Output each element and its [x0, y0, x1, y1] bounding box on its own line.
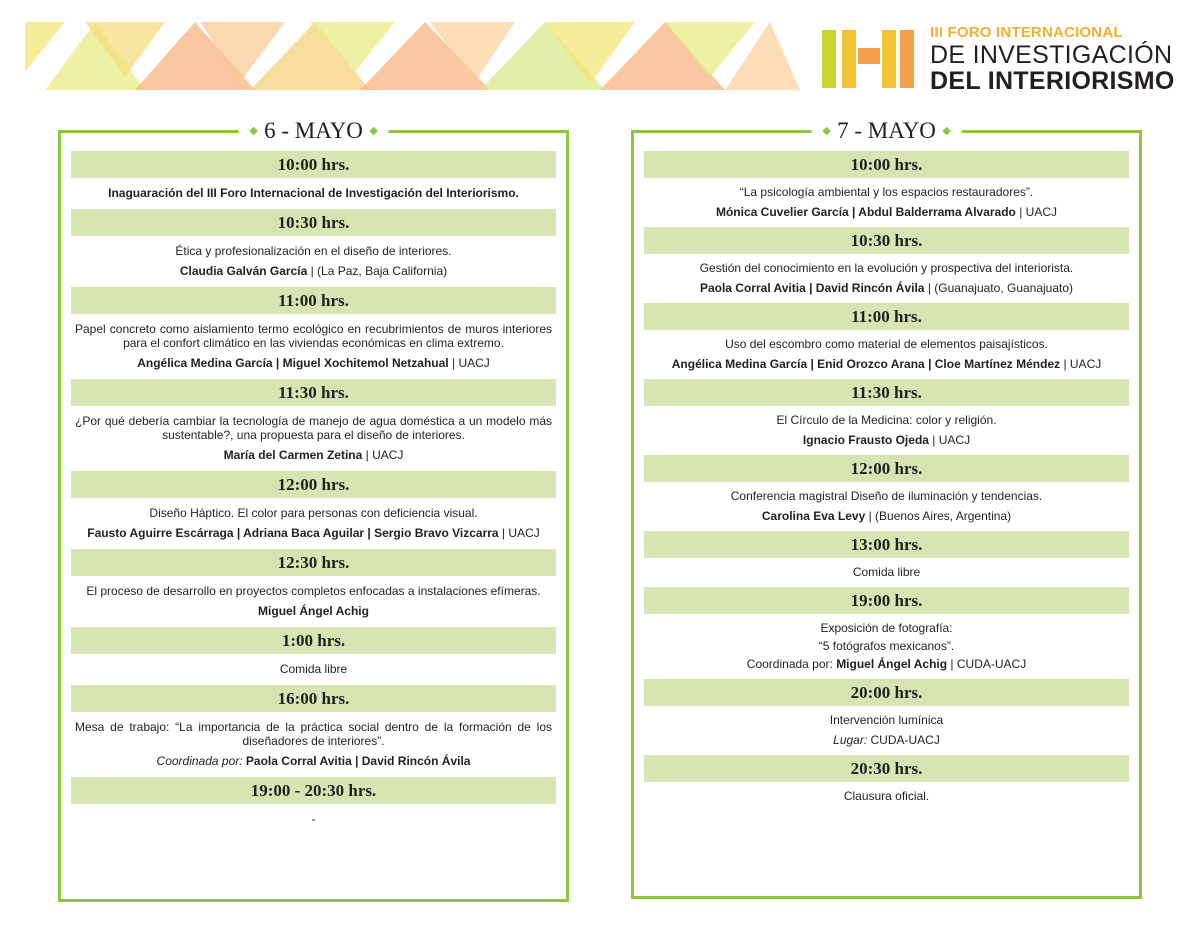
logo-line-1: III FORO INTERNACIONAL: [930, 24, 1123, 41]
session-title: Conferencia magistral Diseño de iluminación y tendencias.: [730, 489, 1043, 503]
day-title: 7 - MAYO: [811, 117, 962, 145]
time-bar: 12:00 hrs.: [71, 471, 556, 498]
session-details: [71, 178, 556, 209]
event-logo: [820, 24, 1180, 94]
session-authors: Paola Corral Avitia | David Rincón Ávila: [699, 281, 925, 295]
session-affiliation: | (Guanajuato, Guanajuato): [924, 281, 1074, 295]
time-bar: 11:30 hrs.: [71, 379, 556, 406]
session-title: “La psicología ambiental y los espacios restauradores”.: [739, 185, 1034, 199]
session-details: [644, 254, 1129, 303]
session-title: El proceso de desarrollo en proyectos completos enfocadas a instalaciones efímeras.: [86, 584, 541, 598]
session-details: [71, 712, 556, 777]
session-title: Gestión del conocimiento en la evolución y prospectiva del interiorista.: [699, 261, 1074, 275]
session-details: [644, 482, 1129, 531]
time-bar: 10:00 hrs.: [644, 151, 1129, 178]
session-title: Uso del escombro como material de elementos paisajísticos.: [725, 337, 1048, 351]
session-subtitle: “5 fotógrafos mexicanos”.: [818, 639, 955, 653]
session-details: [644, 330, 1129, 379]
session-title: El Círculo de la Medicina: color y religión.: [776, 413, 997, 427]
session-details: [71, 654, 556, 685]
logo-line-3: DEL INTERIORISMO: [930, 67, 1175, 95]
session-details: [644, 406, 1129, 455]
time-bar: 20:30 hrs.: [644, 755, 1129, 782]
session-affiliation: | CUDA-UACJ: [947, 657, 1027, 671]
time-bar: 10:30 hrs.: [71, 209, 556, 236]
session-affiliation: | (La Paz, Baja California): [307, 264, 448, 278]
time-bar: 19:00 - 20:30 hrs.: [71, 777, 556, 804]
session-title: Diseño Háptico. El color para personas con deficiencia visual.: [149, 506, 478, 520]
session-details: [71, 804, 556, 835]
session-details: [71, 406, 556, 471]
session-authors: Ignacio Frausto Ojeda: [802, 433, 929, 447]
coordinator-label: Coordinada por:: [746, 657, 837, 671]
session-title: Exposición de fotografía:: [820, 621, 953, 635]
time-bar: 10:00 hrs.: [71, 151, 556, 178]
logo-line-2: DE INVESTIGACIÓN: [930, 41, 1173, 69]
time-bar: 1:00 hrs.: [71, 627, 556, 654]
session-details: [644, 614, 1129, 679]
session-affiliation: | UACJ: [1060, 357, 1102, 371]
logo-bars-icon: [820, 28, 920, 90]
day-column-may-7: [631, 118, 1142, 899]
time-bar: 11:30 hrs.: [644, 379, 1129, 406]
session-authors: Mónica Cuvelier García | Abdul Balderrama Alvarado: [715, 205, 1016, 219]
session-details: [71, 498, 556, 549]
time-bar: 20:00 hrs.: [644, 679, 1129, 706]
session-authors: Fausto Aguirre Escárraga | Adriana Baca Aguilar | Sergio Bravo Vizcarra: [87, 526, 499, 540]
session-authors: Angélica Medina García | Enid Orozco Arana | Cloe Martínez Méndez: [671, 357, 1061, 371]
session-affiliation: | UACJ: [498, 526, 540, 540]
session-title: Clausura oficial.: [843, 789, 930, 803]
coordinator-label: Coordinada por:: [156, 754, 243, 768]
session-details: [71, 314, 556, 379]
session-details: [644, 178, 1129, 227]
session-title: Papel concreto como aislamiento termo ecológico en recubrimientos de muros interiores para el confort climático en las viviendas económicas en clima extremo.: [75, 322, 552, 350]
session-authors: Claudia Galván García: [179, 264, 308, 278]
session-affiliation: | UACJ: [928, 433, 971, 447]
session-title: ¿Por qué debería cambiar la tecnología de manejo de agua doméstica a un modelo más sustentable?, una propuesta para el diseño de interiores.: [75, 414, 552, 442]
session-authors: Miguel Ángel Achig: [836, 657, 948, 671]
time-bar: 12:00 hrs.: [644, 455, 1129, 482]
session-title: Inaguaración del III Foro Internacional de Investigación del Interiorismo.: [108, 186, 519, 200]
session-title: Comida libre: [852, 565, 921, 579]
day-column-may-6: [58, 118, 569, 902]
session-details: [71, 576, 556, 627]
session-affiliation: | (Buenos Aires, Argentina): [865, 509, 1012, 523]
session-affiliation: | UACJ: [362, 448, 404, 462]
session-title: Comida libre: [279, 662, 348, 676]
session-authors: María del Carmen Zetina: [223, 448, 363, 462]
time-bar: 11:00 hrs.: [71, 287, 556, 314]
session-affiliation: | UACJ: [448, 356, 490, 370]
session-authors: Carolina Eva Levy: [761, 509, 866, 523]
decorative-triangle-banner: [25, 22, 800, 90]
session-details: [71, 236, 556, 287]
session-title: Intervención lumínica: [829, 713, 944, 727]
session-details: [644, 558, 1129, 587]
session-details: [644, 706, 1129, 755]
time-bar: 13:00 hrs.: [644, 531, 1129, 558]
time-bar: 16:00 hrs.: [71, 685, 556, 712]
session-title: Ética y profesionalización en el diseño de interiores.: [175, 244, 452, 258]
session-authors: Angélica Medina García | Miguel Xochitemol Netzahual: [137, 356, 449, 370]
time-bar: 11:00 hrs.: [644, 303, 1129, 330]
session-authors: Miguel Ángel Achig: [258, 604, 369, 618]
place-label: Lugar:: [833, 733, 868, 747]
session-details: [644, 782, 1129, 811]
banner-triangle: [25, 22, 65, 72]
day-title: 6 - MAYO: [238, 117, 389, 145]
session-title: -: [311, 812, 316, 826]
time-bar: 10:30 hrs.: [644, 227, 1129, 254]
session-title: Mesa de trabajo: “La importancia de la práctica social dentro de la formación de los diseñadores de interiores”.: [75, 720, 552, 748]
session-place: CUDA-UACJ: [867, 733, 940, 747]
session-affiliation: | UACJ: [1015, 205, 1058, 219]
session-authors: Paola Corral Avitia | David Rincón Ávila: [242, 754, 471, 768]
time-bar: 19:00 hrs.: [644, 587, 1129, 614]
time-bar: 12:30 hrs.: [71, 549, 556, 576]
